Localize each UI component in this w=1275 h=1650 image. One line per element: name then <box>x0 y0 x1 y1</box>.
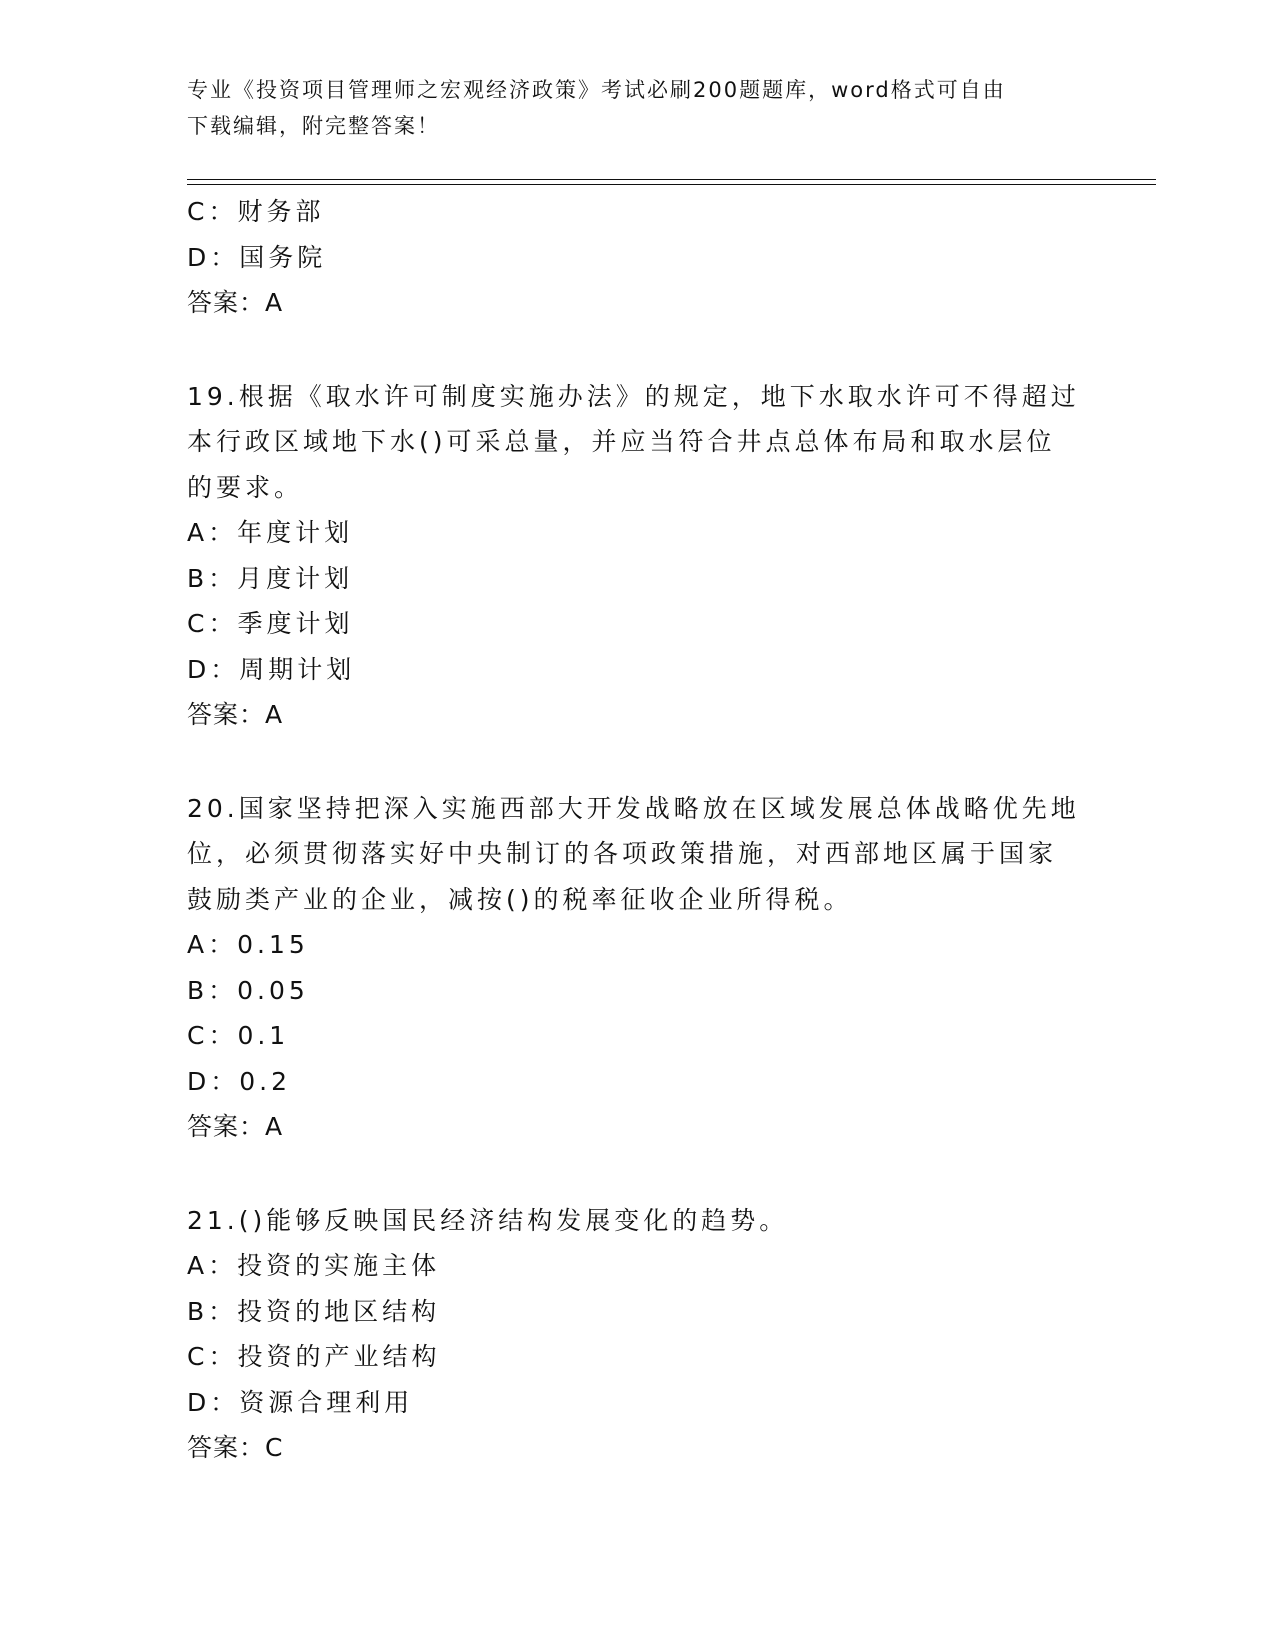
option-d: D：资源合理利用 <box>187 1387 414 1417</box>
question-block-20 <box>187 786 1087 1150</box>
option-c: C：0.1 <box>187 1021 290 1050</box>
option-b: B：0.05 <box>187 975 309 1005</box>
option-a: A：0.15 <box>187 930 309 959</box>
answer-line: 答案：A <box>187 700 284 729</box>
header-line-2: 下载编辑，附完整答案！ <box>187 114 440 138</box>
option-b: B：投资的地区结构 <box>187 1296 441 1326</box>
answer-line: 答案：A <box>187 1112 284 1141</box>
question-gap <box>187 326 1087 374</box>
option-d: D：周期计划 <box>187 654 356 684</box>
question-block-19 <box>187 374 1087 738</box>
question-stem-line: 19.根据《取水许可制度实施办法》的规定，地下水取水许可不得超过 <box>187 381 1080 411</box>
option-c: C：季度计划 <box>187 609 354 638</box>
question-block-prev <box>187 189 1087 326</box>
answer-line: 答案：A <box>187 288 284 317</box>
question-stem-line: 的要求。 <box>187 472 304 502</box>
option-b: B：月度计划 <box>187 563 354 593</box>
option-d: D：0.2 <box>187 1066 292 1096</box>
option-a: A：年度计划 <box>187 518 354 547</box>
option-c: C：财务部 <box>187 197 325 226</box>
question-stem-line: 鼓励类产业的企业，减按()的税率征收企业所得税。 <box>187 884 853 914</box>
question-list <box>187 189 1087 1471</box>
question-stem-line: 20.国家坚持把深入实施西部大开发战略放在区域发展总体战略优先地 <box>187 793 1080 823</box>
header-rule-bottom <box>187 184 1156 185</box>
document-header <box>187 72 1087 144</box>
question-block-21 <box>187 1198 1087 1471</box>
question-stem-line: 本行政区域地下水()可采总量，并应当符合井点总体布局和取水层位 <box>187 427 1056 456</box>
option-c: C：投资的产业结构 <box>187 1342 441 1371</box>
question-stem-line: 21.()能够反映国民经济结构发展变化的趋势。 <box>187 1205 789 1235</box>
question-gap <box>187 1150 1087 1198</box>
question-stem-line: 位，必须贯彻落实好中央制订的各项政策措施，对西部地区属于国家 <box>187 839 1058 868</box>
option-a: A：投资的实施主体 <box>187 1251 441 1280</box>
option-d: D：国务院 <box>187 242 327 272</box>
header-rule-top <box>187 179 1156 180</box>
header-line-1: 专业《投资项目管理师之宏观经济政策》考试必刷200题题库，word格式可自由 <box>187 78 1006 102</box>
question-gap <box>187 738 1087 786</box>
answer-line: 答案：C <box>187 1433 284 1462</box>
